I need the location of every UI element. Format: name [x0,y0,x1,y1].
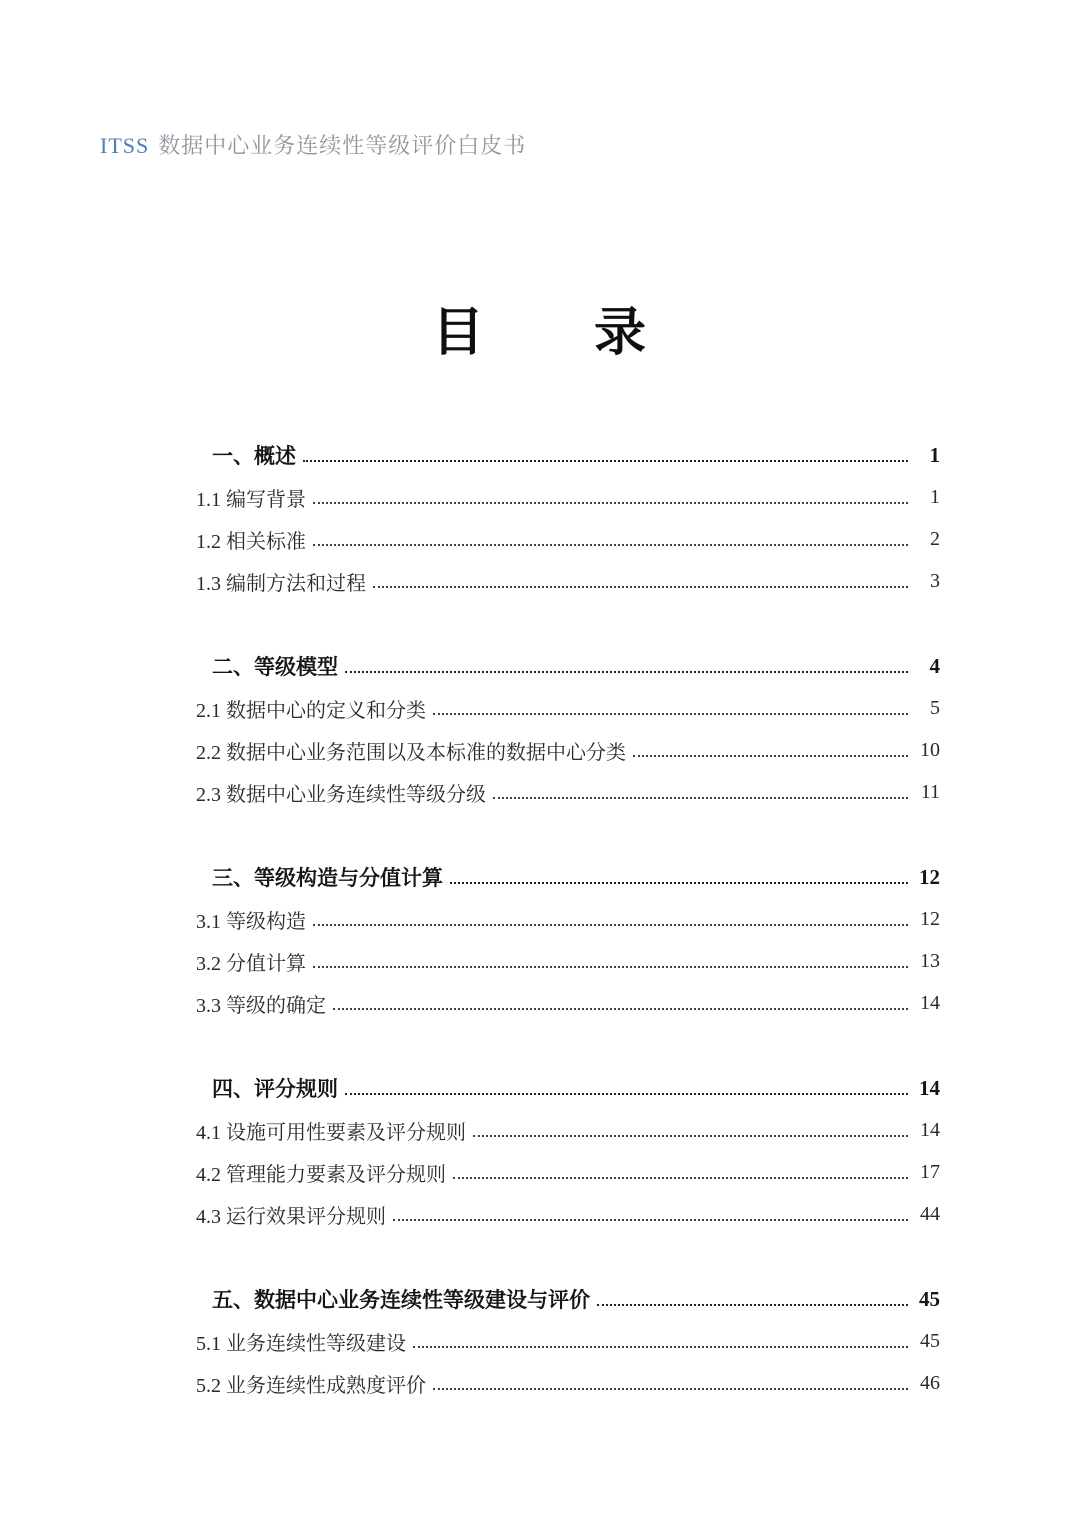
toc-entry-label: 1.3 编制方法和过程 [196,572,366,595]
toc-entry-page-number: 17 [920,1160,940,1183]
toc-entry-label: 4.3 运行效果评分规则 [196,1205,386,1228]
dot-leader [433,713,908,715]
toc-entry-page-number: 2 [930,527,940,550]
toc-title: 目 录 [431,305,648,362]
dot-leader [473,1135,908,1137]
toc-entry-label: 3.1 等级构造 [196,910,306,933]
toc-entry-page-number: 45 [920,1329,940,1352]
dot-leader [313,502,908,504]
toc-item-entry [196,1151,940,1193]
toc-entry-label: 2.1 数据中心的定义和分类 [196,699,426,722]
toc-entry-page-number: 4 [929,653,940,678]
toc-entry-page-number: 3 [930,569,940,592]
dot-leader [313,966,908,968]
dot-leader [345,671,908,673]
dot-leader [493,797,908,799]
toc-entry-label: 五、数据中心业务连续性等级建设与评价 [212,1289,590,1312]
toc-entry-page-number: 13 [920,949,940,972]
dot-leader [453,1177,908,1179]
toc-entry-page-number: 12 [920,907,940,930]
toc-entry-label: 2.2 数据中心业务范围以及本标准的数据中心分类 [196,741,626,764]
toc-item-entry [196,1109,940,1151]
toc-entry-label: 1.2 相关标准 [196,530,306,553]
toc-item-entry [196,518,940,560]
toc-entry-label: 二、等级模型 [212,656,338,679]
header-title: 数据中心业务连续性等级评价白皮书 [158,133,527,158]
toc-entry-label: 2.3 数据中心业务连续性等级分级 [196,783,486,806]
toc-entry-page-number: 10 [920,738,940,761]
toc-entry-label: 四、评分规则 [212,1078,338,1101]
toc-item-entry [196,729,940,771]
toc-item-entry [196,1193,940,1235]
toc-entry-label: 一、概述 [212,445,296,468]
dot-leader [450,882,908,884]
toc-entry-page-number: 12 [919,864,940,889]
table-of-contents [196,434,940,1404]
toc-entry-label: 5.1 业务连续性等级建设 [196,1332,406,1355]
toc-entry-page-number: 44 [920,1202,940,1225]
toc-entry-page-number: 1 [929,442,940,467]
toc-entry-page-number: 14 [919,1075,940,1100]
dot-leader [413,1346,908,1348]
toc-section-entry [196,1278,940,1320]
toc-item-entry [196,982,940,1024]
toc-entry-label: 4.2 管理能力要素及评分规则 [196,1163,446,1186]
toc-section-entry [196,856,940,898]
toc-entry-label: 5.2 业务连续性成熟度评价 [196,1374,426,1397]
toc-entry-label: 3.3 等级的确定 [196,994,326,1017]
dot-leader [313,544,908,546]
dot-leader [433,1388,908,1390]
toc-section-entry [196,645,940,687]
toc-entry-label: 三、等级构造与分值计算 [212,867,443,890]
toc-item-entry [196,687,940,729]
toc-entry-label: 3.2 分值计算 [196,952,306,975]
toc-section-entry [196,434,940,476]
dot-leader [597,1304,908,1306]
toc-item-entry [196,476,940,518]
toc-entry-page-number: 14 [920,991,940,1014]
toc-item-entry [196,771,940,813]
toc-item-entry [196,1320,940,1362]
toc-entry-page-number: 46 [920,1371,940,1394]
dot-leader [333,1008,908,1010]
toc-entry-label: 4.1 设施可用性要素及评分规则 [196,1121,466,1144]
toc-entry-page-number: 1 [930,485,940,508]
toc-entry-page-number: 45 [919,1286,940,1311]
dot-leader [373,586,908,588]
document-header [100,132,526,160]
toc-item-entry [196,1362,940,1404]
toc-item-entry [196,560,940,602]
toc-entry-label: 1.1 编写背景 [196,488,306,511]
dot-leader [313,924,908,926]
dot-leader [393,1219,908,1221]
itss-brand-text: ITSS [100,133,150,158]
toc-entry-page-number: 14 [920,1118,940,1141]
toc-item-entry [196,898,940,940]
toc-item-entry [196,940,940,982]
toc-entry-page-number: 11 [920,780,940,803]
toc-entry-page-number: 5 [930,696,940,719]
toc-section-entry [196,1067,940,1109]
dot-leader [633,755,908,757]
dot-leader [345,1093,908,1095]
dot-leader [303,460,908,462]
